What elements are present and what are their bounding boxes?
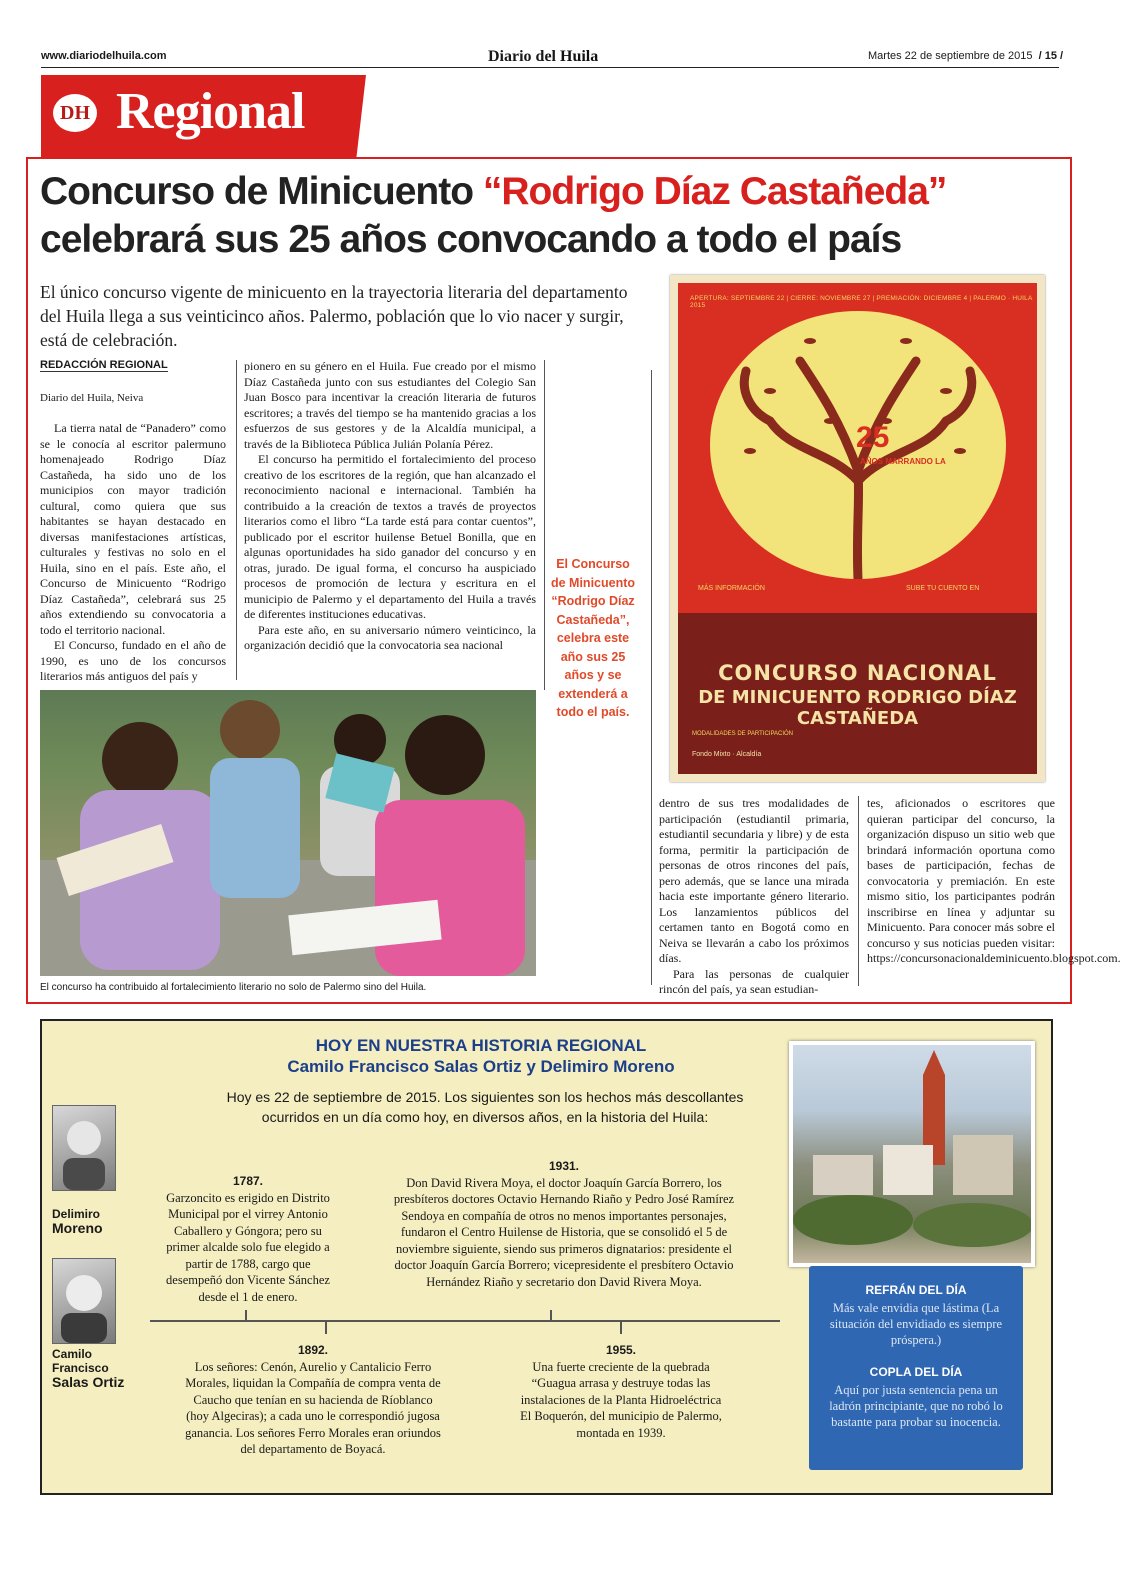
paragraph: La tierra natal de “Panadero” como se le conocía al escritor palermuno homenajeado Rodrigo Díaz Castañeda, ha sido uno de los municipios con mayor tradición cultural, como quiera que sus habitantes se hayan destacado en diversas manifestaciones artísticas, culturales y festivas no solo en el Huila, sino en el país. Este año, el Concurso de Minicuento “Rodrigo Díaz Castañeda”, celebrará sus 25 años extendiendo su convocatoria a todo el territorio nacional. <box>40 421 226 637</box>
poster-title-1: CONCURSO NACIONAL <box>718 661 997 685</box>
children-reading-photo <box>40 690 536 976</box>
pull-quote: El Concurso de Minicuento “Rodrigo Díaz Castañeda”, celebra este año sus 25 años y se extenderá a todo el país. <box>550 557 636 719</box>
article-headline <box>40 168 1060 264</box>
refran-title: REFRÁN DEL DÍA <box>865 1283 967 1297</box>
poster-body <box>678 283 1037 774</box>
column-divider <box>236 360 237 680</box>
timeline-tick <box>245 1310 247 1322</box>
dateline <box>868 50 1063 62</box>
header-rule <box>41 67 1059 68</box>
timeline-tick <box>550 1310 552 1322</box>
poster-dates: APERTURA: SEPTIEMBRE 22 | CIERRE: NOVIEMBRE 27 | PREMIACIÓN: DICIEMBRE 4 | PALERMO · HUILA 2015 <box>690 295 1033 309</box>
column-3 <box>659 796 849 998</box>
history-title: HOY EN NUESTRA HISTORIA REGIONAL <box>315 1036 647 1055</box>
masthead <box>488 48 598 66</box>
event-text: Garzoncito es erigido en Distrito Municipal por el virrey Antonio Caballero y Góngora; pero su primer alcalde solo fue elegido a partir de 1788, cargo que desempeñó don Vicente Sánchez desde el 1 de enero. <box>166 1190 330 1304</box>
headline-line2: celebrará sus 25 años convocando a todo el país <box>40 218 902 261</box>
page-number: / 15 / <box>1038 50 1064 62</box>
portrait-illustration <box>53 1259 115 1343</box>
person1-first: Delimiro <box>52 1207 101 1221</box>
paragraph: pionero en su género en el Huila. Fue creado por el mismo Díaz Castañeda junto con sus estudiantes del Colegio San Juan Bosco para incentivar la creación literaria de futuros escritores; a través del tiempo se ha mantenido gracias a los esfuerzos de sus gestores y de la Alcaldía municipal, a través de la Biblioteca Pública Julián Polanía Pérez. <box>244 359 536 451</box>
column-divider <box>544 360 545 690</box>
portrait-delimiro-moreno <box>52 1105 116 1191</box>
paragraph: Para las personas de cualquier rincón del país, ya sean estudian- <box>659 966 849 996</box>
photo-illustration <box>40 690 536 976</box>
timeline-tick <box>620 1322 622 1334</box>
dh-logo: DH <box>53 94 97 132</box>
dateline-place: Diario del Huila, Neiva <box>40 392 144 404</box>
timeline-tick <box>325 1322 327 1334</box>
poster-sponsors: Fondo Mixto · Alcaldía <box>692 751 762 758</box>
event-year: 1892. <box>297 1343 329 1357</box>
event-year: 1787. <box>232 1174 264 1188</box>
column-divider <box>858 796 859 986</box>
column-2 <box>244 359 536 654</box>
event-text: Los señores: Cenón, Aurelio y Cantalicio Ferro Morales, liquidan la Compañía de compra venta de Caucho que tenían en su hacienda de Ríoblanco (hoy Algeciras); a cada uno le correspondió jugosa ganancia. Los señores Ferro Morales eran oriundos del departamento de Boyacá. <box>185 1359 441 1456</box>
headline-part1: Concurso de Minicuento <box>40 170 483 213</box>
column-4 <box>867 796 1121 967</box>
byline: REDACCIÓN REGIONAL <box>40 359 168 371</box>
person1-name <box>52 1207 103 1236</box>
article-lede: El único concurso vigente de minicuento en la trayectoria literaria del departamento del Huila llega a sus veinticinco años. Palermo, población que lo vio nacer y surgir, está de celebración. <box>40 282 628 350</box>
section-title: Regional <box>116 83 305 140</box>
portrait-camilo-salas <box>52 1258 116 1344</box>
portrait-illustration <box>53 1106 115 1190</box>
event-1787 <box>158 1173 338 1305</box>
event-year: 1931. <box>548 1159 580 1173</box>
event-year: 1955. <box>605 1343 637 1357</box>
paragraph: El concurso ha permitido el fortalecimiento del proceso creativo de los escritores de la región, que han alcanzado el reconocimiento nacional e internacional. También ha contribuido a la creación de textos a través de proyectos literarios como el libro “La tarde está para contar cuentos”, publicado por el escritor huilense Betuel Bonilla, que en algunas oportunidades ha sido ganador del concurso y en otras, jurado. De igual forma, el concurso ha auspiciado procesos de promoción de lectura y escritura en el municipio de Palermo y el departamento del Huila a través de diferentes instituciones educativas. <box>244 452 536 621</box>
event-1931 <box>390 1158 738 1290</box>
person2-mid: Francisco <box>52 1361 109 1375</box>
photo-caption: El concurso ha contribuido al fortalecimiento literario no solo de Palermo sino del Huila. <box>40 982 427 993</box>
copla-text: Aquí por justa sentencia pena un ladrón principiante, que no robó lo bastante para probar su inocencia. <box>829 1383 1003 1429</box>
paragraph: Para este año, en su aniversario número veinticinco, la organización decidió que la convocatoria sea nacional <box>244 622 536 652</box>
person2-name <box>52 1347 124 1390</box>
headline-red: “Rodrigo Díaz Castañeda” <box>482 170 947 213</box>
event-1955 <box>516 1342 726 1441</box>
masthead-pre: Diario del <box>488 48 560 65</box>
city-illustration <box>793 1045 1031 1263</box>
person2-first: Camilo <box>52 1347 93 1361</box>
site-url: www.diariodelhuila.com <box>41 50 167 62</box>
event-text: Don David Rivera Moya, el doctor Joaquín García Borrero, los presbíteros doctores Octavio Hernando Riaño y Pedro José Ramírez Sendoya en compañía de otros no menos importantes personajes, fundaron el Centro Huilense de Historia, que se consolidó el 5 de noviembre siguiente, siendo sus primeros dignatarios: presidente el doctor Joaquín García Borrero; vicepresidente el presbítero Octavio Hernández Riaño y secretario don David Rivera Moya. <box>393 1175 735 1289</box>
poster-25: 25 <box>856 421 890 454</box>
person1-last: Moreno <box>52 1220 103 1236</box>
poster-years: AÑOS MARRANDO LA <box>860 457 946 466</box>
paragraph: dentro de sus tres modalidades de participación (estudiantil primaria, estudiantil secundaria y libre) y de esta forma, permitir la participación de personas de otros rincones del país, pero además, que se lance una mirada hacia este importante género literario. Los lanzamientos públicos del certamen tanto en Bogotá como en Neiva se llevarán a cabo los próximos días. <box>659 796 849 965</box>
refran-text: Más vale envidia que lástima (La situación del envidiado es siempre próspera.) <box>829 1301 1003 1347</box>
paragraph: tes, aficionados o escritores que quieran participar del concurso, la organización dispuso un sitio web que brindará información oportuna como bases de participación, fechas de convocatoria y premiación. En este mismo sitio, los participantes podrán inscribirse en línea y adjuntar su Minicuento. Para conocer más sobre el concurso y sus noticias pueden visitar: https://concursonacionaldeminicuento.blogspot.com. <box>867 796 1121 965</box>
city-photo <box>789 1041 1035 1267</box>
column-divider <box>651 370 652 985</box>
event-text: Una fuerte creciente de la quebrada “Guagua arrasa y destruye todas las instalaciones de la Planta Hidroeléctrica El Boquerón, del municipio de Palermo, montada en 1939. <box>520 1359 722 1440</box>
poster-title-2: DE MINICUENTO RODRIGO DÍAZ CASTAÑEDA <box>698 687 1017 729</box>
poster-upload: SUBE TU CUENTO EN <box>906 585 980 592</box>
paragraph: El Concurso, fundado en el año de 1990, es uno de los concursos literarios más antiguos del país y <box>40 638 226 683</box>
issue-date: Martes 22 de septiembre de 2015 <box>868 50 1033 62</box>
event-1892 <box>183 1342 443 1458</box>
contest-poster <box>670 275 1045 782</box>
poster-sun-circle <box>710 311 1006 579</box>
poster-modalities: MODALIDADES DE PARTICIPACIÓN <box>692 731 794 737</box>
person2-last: Salas Ortiz <box>52 1374 125 1390</box>
copla-title: COPLA DEL DÍA <box>869 1365 963 1379</box>
poster-more-info: MÁS INFORMACIÓN <box>698 585 765 592</box>
column-1 <box>40 421 226 685</box>
history-intro: Hoy es 22 de septiembre de 2015. Los siguientes son los hechos más descollantes ocurridos en un día como hoy, en diversos años, en la historia del Huila: <box>226 1089 744 1125</box>
history-subtitle: Camilo Francisco Salas Ortiz y Delimiro Moreno <box>287 1057 675 1076</box>
masthead-bold: Huila <box>560 48 599 65</box>
